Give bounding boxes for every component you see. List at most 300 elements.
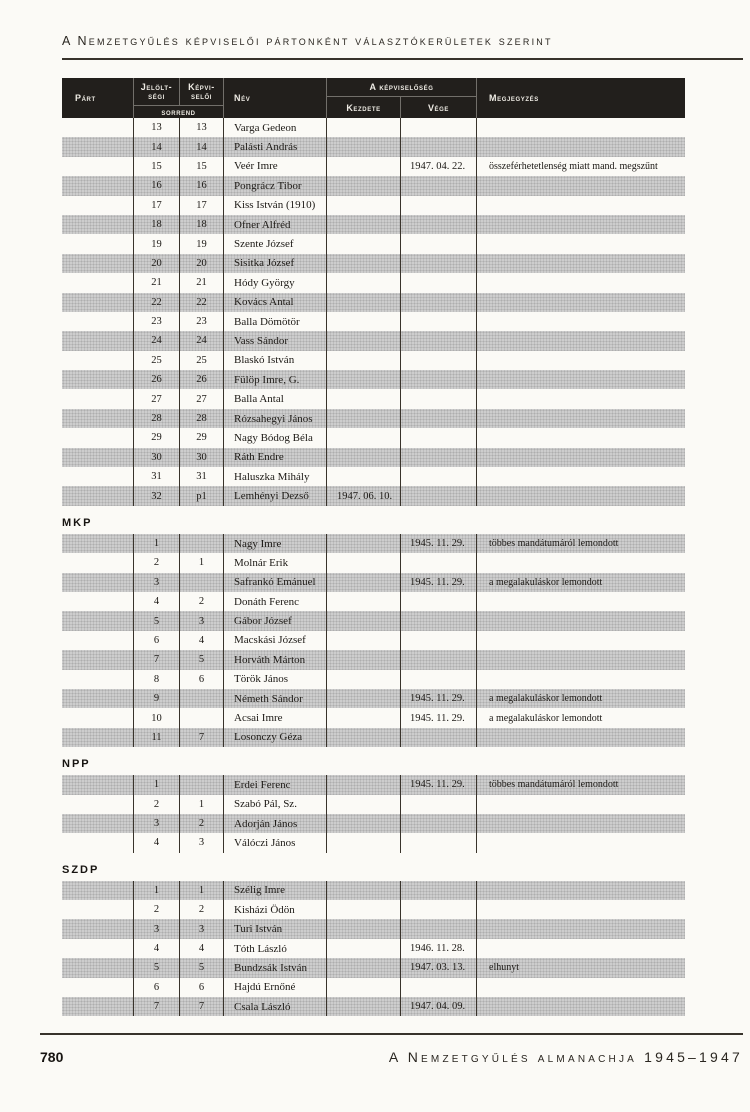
cell-party	[62, 631, 134, 650]
party-label-npp: NPP	[62, 758, 91, 771]
cell-representative-order: 22	[180, 293, 224, 312]
cell-note: a megalakuláskor lemondott	[489, 576, 603, 588]
cell-candidacy-order: 4	[134, 833, 180, 852]
cell-representative-order: 27	[180, 389, 224, 408]
table-row	[62, 670, 685, 689]
cell-representative-order: 4	[180, 631, 224, 650]
cell-representative-order: 7	[180, 728, 224, 747]
cell-note	[477, 881, 685, 900]
cell-note	[477, 215, 685, 234]
cell-end-date	[401, 409, 477, 428]
cell-end-date	[401, 814, 477, 833]
cell-end-date	[401, 293, 477, 312]
cell-party	[62, 351, 134, 370]
cell-name: Vass Sándor	[224, 331, 327, 350]
cell-representative-order: 3	[180, 611, 224, 630]
table-row	[62, 689, 685, 708]
cell-representative-order	[180, 775, 224, 794]
header-party-label: Párt	[75, 93, 96, 103]
cell-name: Ráth Endre	[224, 448, 327, 467]
table-row	[62, 370, 685, 389]
cell-candidacy-order: 20	[134, 254, 180, 273]
cell-party	[62, 814, 134, 833]
cell-party	[62, 215, 134, 234]
cell-start-date	[327, 670, 401, 689]
cell-candidacy-order: 7	[134, 650, 180, 669]
cell-party	[62, 833, 134, 852]
cell-start-date	[327, 351, 401, 370]
cell-representative-order: 6	[180, 670, 224, 689]
cell-candidacy-order: 29	[134, 428, 180, 447]
party-section-rows	[62, 118, 685, 506]
cell-representative-order: 29	[180, 428, 224, 447]
page-number: 780	[40, 1049, 64, 1065]
cell-start-date	[327, 389, 401, 408]
cell-start-date	[327, 137, 401, 156]
table-row	[62, 331, 685, 350]
cell-representative-order	[180, 689, 224, 708]
cell-name: Horváth Márton	[224, 650, 327, 669]
cell-note	[477, 428, 685, 447]
cell-end-date: 1947. 04. 09.	[401, 997, 477, 1016]
table-row	[62, 814, 685, 833]
cell-name: Turi István	[224, 919, 327, 938]
cell-name: Macskási József	[224, 631, 327, 650]
cell-note	[477, 978, 685, 997]
table-row	[62, 176, 685, 195]
cell-representative-order: 30	[180, 448, 224, 467]
header-name: Név	[224, 78, 327, 118]
cell-end-date	[401, 881, 477, 900]
cell-name: Balla Dömötör	[224, 312, 327, 331]
cell-candidacy-order: 9	[134, 689, 180, 708]
table-row	[62, 118, 685, 137]
cell-end-date	[401, 254, 477, 273]
cell-note	[477, 814, 685, 833]
cell-start-date	[327, 196, 401, 215]
cell-start-date	[327, 939, 401, 958]
cell-representative-order: 2	[180, 592, 224, 611]
cell-name: Szabó Pál, Sz.	[224, 795, 327, 814]
cell-note	[477, 448, 685, 467]
cell-party	[62, 196, 134, 215]
header-mandate-group	[327, 78, 477, 118]
table-row	[62, 650, 685, 669]
cell-candidacy-order: 15	[134, 157, 180, 176]
cell-start-date: 1947. 06. 10.	[327, 486, 401, 505]
table-row	[62, 157, 685, 176]
table-row	[62, 919, 685, 938]
cell-start-date	[327, 534, 401, 553]
header-party	[62, 78, 134, 118]
cell-party	[62, 118, 134, 137]
table-row	[62, 293, 685, 312]
cell-start-date	[327, 428, 401, 447]
cell-start-date	[327, 900, 401, 919]
cell-name: Varga Gedeon	[224, 118, 327, 137]
cell-start-date	[327, 331, 401, 350]
cell-start-date	[327, 215, 401, 234]
cell-name: Acsai Imre	[224, 708, 327, 727]
cell-name: Safrankó Emánuel	[224, 573, 327, 592]
cell-candidacy-order: 22	[134, 293, 180, 312]
cell-note	[477, 795, 685, 814]
cell-representative-order: 14	[180, 137, 224, 156]
table-row	[62, 631, 685, 650]
cell-start-date	[327, 689, 401, 708]
cell-end-date	[401, 196, 477, 215]
cell-note	[477, 670, 685, 689]
cell-candidacy-order: 27	[134, 389, 180, 408]
cell-note	[477, 118, 685, 137]
cell-representative-order: 19	[180, 234, 224, 253]
cell-start-date	[327, 997, 401, 1016]
cell-party	[62, 428, 134, 447]
cell-representative-order: 13	[180, 118, 224, 137]
header-order-group	[134, 78, 224, 118]
table-row	[62, 137, 685, 156]
cell-note	[477, 389, 685, 408]
cell-name: Nagy Bódog Béla	[224, 428, 327, 447]
cell-representative-order: 5	[180, 958, 224, 977]
cell-candidacy-order: 24	[134, 331, 180, 350]
cell-candidacy-order: 18	[134, 215, 180, 234]
cell-candidacy-order: 26	[134, 370, 180, 389]
cell-name: Tóth László	[224, 939, 327, 958]
cell-note	[477, 486, 685, 505]
cell-end-date	[401, 919, 477, 938]
cell-note	[477, 273, 685, 292]
cell-start-date	[327, 958, 401, 977]
cell-representative-order: 2	[180, 900, 224, 919]
cell-candidacy-order: 2	[134, 900, 180, 919]
cell-representative-order	[180, 573, 224, 592]
cell-name: Fülöp Imre, G.	[224, 370, 327, 389]
cell-party	[62, 409, 134, 428]
cell-candidacy-order: 6	[134, 631, 180, 650]
cell-end-date: 1945. 11. 29.	[401, 573, 477, 592]
cell-start-date	[327, 370, 401, 389]
table-row	[62, 448, 685, 467]
table-row	[62, 428, 685, 447]
cell-representative-order: 3	[180, 833, 224, 852]
table-row	[62, 775, 685, 794]
cell-note: a megalakuláskor lemondott	[489, 693, 603, 705]
cell-name: Hódy György	[224, 273, 327, 292]
cell-candidacy-order: 19	[134, 234, 180, 253]
cell-end-date	[401, 389, 477, 408]
cell-name: Hajdú Ernőné	[224, 978, 327, 997]
cell-end-date	[401, 631, 477, 650]
cell-party	[62, 389, 134, 408]
cell-note	[477, 293, 685, 312]
cell-note	[477, 196, 685, 215]
cell-end-date	[401, 795, 477, 814]
cell-note	[477, 728, 685, 747]
cell-candidacy-order: 3	[134, 814, 180, 833]
cell-candidacy-order: 4	[134, 939, 180, 958]
cell-representative-order: p1	[180, 486, 224, 505]
table-row	[62, 795, 685, 814]
cell-name: Rózsahegyi János	[224, 409, 327, 428]
cell-start-date	[327, 650, 401, 669]
cell-name: Lemhényi Dezső	[224, 486, 327, 505]
table-row	[62, 351, 685, 370]
cell-note	[477, 467, 685, 486]
table-row	[62, 900, 685, 919]
cell-end-date: 1946. 11. 28.	[401, 939, 477, 958]
cell-name: Veér Imre	[224, 157, 327, 176]
cell-representative-order	[180, 708, 224, 727]
cell-party	[62, 689, 134, 708]
cell-candidacy-order: 1	[134, 534, 180, 553]
cell-party	[62, 534, 134, 553]
party-label-szdp: SZDP	[62, 863, 100, 876]
cell-candidacy-order: 14	[134, 137, 180, 156]
table-row	[62, 939, 685, 958]
cell-start-date	[327, 978, 401, 997]
table-row	[62, 611, 685, 630]
cell-representative-order	[180, 534, 224, 553]
header-candidacy-order: Jelölt- ségi	[134, 78, 180, 105]
cell-representative-order: 18	[180, 215, 224, 234]
cell-representative-order: 15	[180, 157, 224, 176]
cell-end-date	[401, 137, 477, 156]
cell-representative-order: 31	[180, 467, 224, 486]
cell-party	[62, 650, 134, 669]
cell-start-date	[327, 553, 401, 572]
cell-note	[477, 650, 685, 669]
cell-representative-order: 17	[180, 196, 224, 215]
cell-end-date: 1945. 11. 29.	[401, 708, 477, 727]
cell-end-date	[401, 553, 477, 572]
table-row	[62, 592, 685, 611]
cell-note	[477, 919, 685, 938]
table-row	[62, 254, 685, 273]
cell-party	[62, 592, 134, 611]
cell-start-date	[327, 592, 401, 611]
cell-candidacy-order: 3	[134, 919, 180, 938]
cell-name: Sisitka József	[224, 254, 327, 273]
cell-party	[62, 728, 134, 747]
cell-note: a megalakuláskor lemondott	[489, 712, 603, 724]
cell-note	[477, 900, 685, 919]
cell-party	[62, 157, 134, 176]
footer-title: A Nemzetgyűlés almanachja 1945–1947	[388, 1049, 743, 1065]
cell-name: Adorján János	[224, 814, 327, 833]
cell-representative-order: 1	[180, 553, 224, 572]
cell-name: Török János	[224, 670, 327, 689]
cell-name: Nagy Imre	[224, 534, 327, 553]
table-row	[62, 573, 685, 592]
cell-representative-order: 21	[180, 273, 224, 292]
cell-end-date	[401, 728, 477, 747]
cell-end-date: 1945. 11. 29.	[401, 534, 477, 553]
cell-start-date	[327, 409, 401, 428]
representatives-table	[62, 78, 685, 1016]
page-footer	[40, 1049, 743, 1065]
footer-rule	[40, 1033, 743, 1035]
cell-party	[62, 273, 134, 292]
cell-party	[62, 795, 134, 814]
cell-party	[62, 448, 134, 467]
cell-start-date	[327, 293, 401, 312]
cell-candidacy-order: 8	[134, 670, 180, 689]
cell-end-date	[401, 448, 477, 467]
cell-end-date	[401, 900, 477, 919]
cell-name: Ofner Alfréd	[224, 215, 327, 234]
cell-end-date: 1945. 11. 29.	[401, 689, 477, 708]
cell-start-date	[327, 919, 401, 938]
cell-start-date	[327, 573, 401, 592]
cell-end-date	[401, 312, 477, 331]
header-end-date: Vége	[427, 102, 450, 113]
cell-end-date	[401, 176, 477, 195]
cell-start-date	[327, 814, 401, 833]
header-sorrend: sorrend	[134, 105, 223, 118]
cell-name: Válóczi János	[224, 833, 327, 852]
table-row	[62, 728, 685, 747]
cell-start-date	[327, 611, 401, 630]
cell-name: Kiss István (1910)	[224, 196, 327, 215]
cell-representative-order: 6	[180, 978, 224, 997]
cell-candidacy-order: 5	[134, 958, 180, 977]
table-row	[62, 467, 685, 486]
cell-representative-order: 26	[180, 370, 224, 389]
cell-party	[62, 553, 134, 572]
party-section-rows	[62, 881, 685, 1017]
cell-candidacy-order: 11	[134, 728, 180, 747]
cell-party	[62, 331, 134, 350]
table-row	[62, 215, 685, 234]
cell-end-date	[401, 592, 477, 611]
table-row	[62, 389, 685, 408]
cell-party	[62, 997, 134, 1016]
cell-candidacy-order: 10	[134, 708, 180, 727]
cell-name: Blaskó István	[224, 351, 327, 370]
cell-end-date	[401, 428, 477, 447]
title-rule	[62, 58, 743, 60]
cell-note	[477, 939, 685, 958]
cell-name: Molnár Erik	[224, 553, 327, 572]
cell-party	[62, 978, 134, 997]
cell-note	[477, 833, 685, 852]
cell-representative-order: 3	[180, 919, 224, 938]
cell-end-date	[401, 611, 477, 630]
cell-candidacy-order: 5	[134, 611, 180, 630]
cell-representative-order: 7	[180, 997, 224, 1016]
cell-start-date	[327, 157, 401, 176]
table-row	[62, 312, 685, 331]
cell-candidacy-order: 31	[134, 467, 180, 486]
cell-end-date	[401, 370, 477, 389]
cell-party	[62, 708, 134, 727]
party-section-rows	[62, 534, 685, 747]
cell-note: többes mandátumáról lemondott	[489, 779, 619, 791]
cell-candidacy-order: 1	[134, 775, 180, 794]
cell-party	[62, 234, 134, 253]
cell-end-date	[401, 833, 477, 852]
cell-start-date	[327, 795, 401, 814]
cell-name: Palásti András	[224, 137, 327, 156]
cell-end-date: 1947. 04. 22.	[401, 157, 477, 176]
cell-start-date	[327, 708, 401, 727]
cell-note	[477, 176, 685, 195]
cell-representative-order: 1	[180, 881, 224, 900]
cell-note: többes mandátumáról lemondott	[489, 538, 619, 549]
cell-representative-order: 20	[180, 254, 224, 273]
cell-candidacy-order: 1	[134, 881, 180, 900]
table-row	[62, 833, 685, 852]
cell-start-date	[327, 254, 401, 273]
cell-end-date	[401, 670, 477, 689]
cell-end-date	[401, 486, 477, 505]
cell-representative-order: 23	[180, 312, 224, 331]
cell-start-date	[327, 312, 401, 331]
cell-party	[62, 611, 134, 630]
cell-party	[62, 467, 134, 486]
cell-note: összeférhetetlenség miatt mand. megszűnt	[489, 160, 658, 172]
cell-note	[477, 312, 685, 331]
cell-name: Kisházi Ödön	[224, 900, 327, 919]
cell-end-date	[401, 978, 477, 997]
cell-note	[477, 592, 685, 611]
cell-end-date	[401, 234, 477, 253]
cell-representative-order: 24	[180, 331, 224, 350]
cell-party	[62, 312, 134, 331]
cell-end-date	[401, 331, 477, 350]
cell-start-date	[327, 448, 401, 467]
cell-name: Csala László	[224, 997, 327, 1016]
cell-name: Németh Sándor	[224, 689, 327, 708]
cell-start-date	[327, 467, 401, 486]
cell-candidacy-order: 28	[134, 409, 180, 428]
cell-note	[477, 254, 685, 273]
cell-end-date	[401, 118, 477, 137]
cell-name: Balla Antal	[224, 389, 327, 408]
cell-representative-order: 5	[180, 650, 224, 669]
header-mandate-title: A képviselőség	[327, 78, 476, 97]
cell-representative-order: 1	[180, 795, 224, 814]
table-row	[62, 553, 685, 572]
cell-start-date	[327, 234, 401, 253]
party-section-rows	[62, 775, 685, 853]
cell-representative-order: 4	[180, 939, 224, 958]
cell-start-date	[327, 833, 401, 852]
cell-party	[62, 293, 134, 312]
party-label-mkp: MKP	[62, 516, 93, 529]
table-row	[62, 708, 685, 727]
header-representative-order: Képvi- selői	[188, 81, 215, 101]
cell-representative-order: 25	[180, 351, 224, 370]
cell-note	[477, 997, 685, 1016]
cell-note	[477, 409, 685, 428]
cell-candidacy-order: 6	[134, 978, 180, 997]
cell-end-date	[401, 650, 477, 669]
cell-start-date	[327, 118, 401, 137]
table-row	[62, 409, 685, 428]
table-body	[62, 118, 685, 1016]
cell-candidacy-order: 7	[134, 997, 180, 1016]
cell-note	[477, 631, 685, 650]
cell-start-date	[327, 631, 401, 650]
cell-representative-order: 28	[180, 409, 224, 428]
cell-note	[477, 331, 685, 350]
table-row	[62, 881, 685, 900]
cell-start-date	[327, 775, 401, 794]
cell-note	[477, 370, 685, 389]
table-row	[62, 958, 685, 977]
